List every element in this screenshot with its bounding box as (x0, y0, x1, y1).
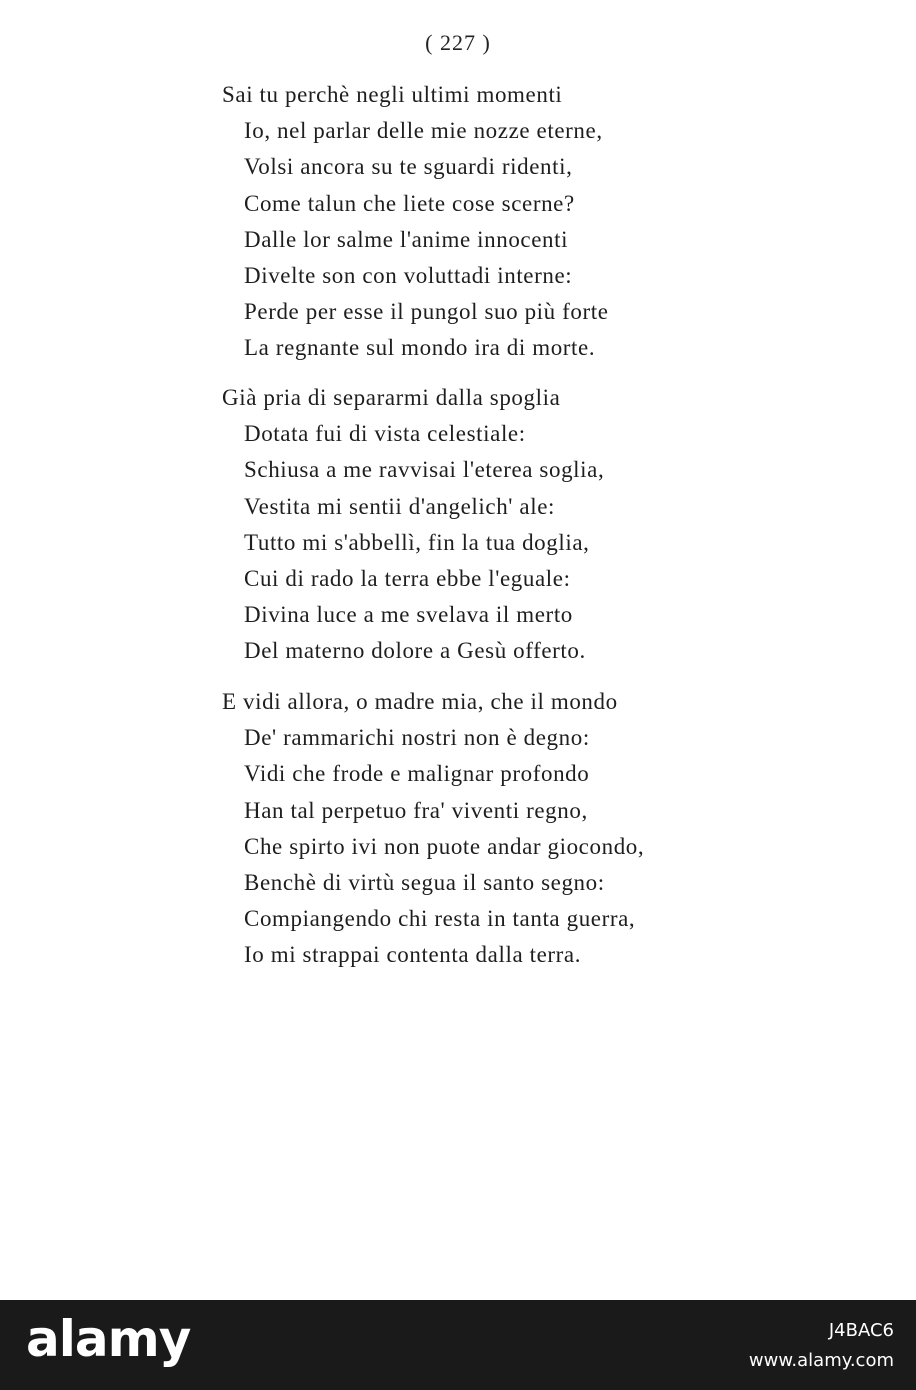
page-number: ( 227 ) (425, 30, 491, 55)
verse-line: Schiusa a me ravvisai l'eterea soglia, (244, 457, 605, 483)
verse-line: Del materno dolore a Gesù offerto. (244, 638, 586, 664)
image-id: J4BAC6 (828, 1320, 894, 1341)
verse-line: Volsi ancora su te sguardi ridenti, (244, 154, 573, 180)
verse-line: De' rammarichi nostri non è degno: (244, 725, 590, 751)
verse-line: Divelte son con voluttadi interne: (244, 263, 573, 289)
verse-line: Tutto mi s'abbellì, fin la tua doglia, (244, 529, 590, 555)
verse-line: Dalle lor salme l'anime innocenti (244, 226, 569, 252)
verse-line: Già pria di separarmi dalla spoglia (222, 385, 561, 410)
verse-line: Benchè di virtù segua il santo segno: (244, 870, 605, 896)
verse-line: Compiangendo chi resta in tanta guerra, (244, 906, 636, 932)
verse-line: Come talun che liete cose scerne? (244, 190, 575, 216)
stanza-3 (222, 684, 644, 974)
stanza-2 (222, 380, 604, 670)
alamy-logo: alamy (26, 1310, 191, 1368)
verse-line: Divina luce a me svelava il merto (244, 602, 573, 628)
verse-line: Han tal perpetuo fra' viventi regno, (244, 797, 588, 823)
site-url: www.alamy.com (748, 1350, 894, 1371)
verse-line: E vidi allora, o madre mia, che il mondo (222, 689, 618, 714)
stanza-1 (222, 77, 609, 367)
verse-line: Dotata fui di vista celestiale: (244, 421, 526, 447)
verse-line: Che spirto ivi non puote andar giocondo, (244, 833, 645, 859)
stock-footer-bar (0, 1300, 916, 1390)
verse-line: Vestita mi sentii d'angelich' ale: (244, 493, 555, 519)
verse-line: Io, nel parlar delle mie nozze eterne, (244, 118, 603, 144)
verse-line: Perde per esse il pungol suo più forte (244, 299, 609, 325)
verse-line: Sai tu perchè negli ultimi momenti (222, 82, 563, 107)
verse-line: La regnante sul mondo ira di morte. (244, 335, 596, 361)
verse-line: Vidi che frode e malignar profondo (244, 761, 590, 787)
verse-line: Cui di rado la terra ebbe l'eguale: (244, 566, 571, 592)
verse-line: Io mi strappai contenta dalla terra. (244, 942, 582, 968)
